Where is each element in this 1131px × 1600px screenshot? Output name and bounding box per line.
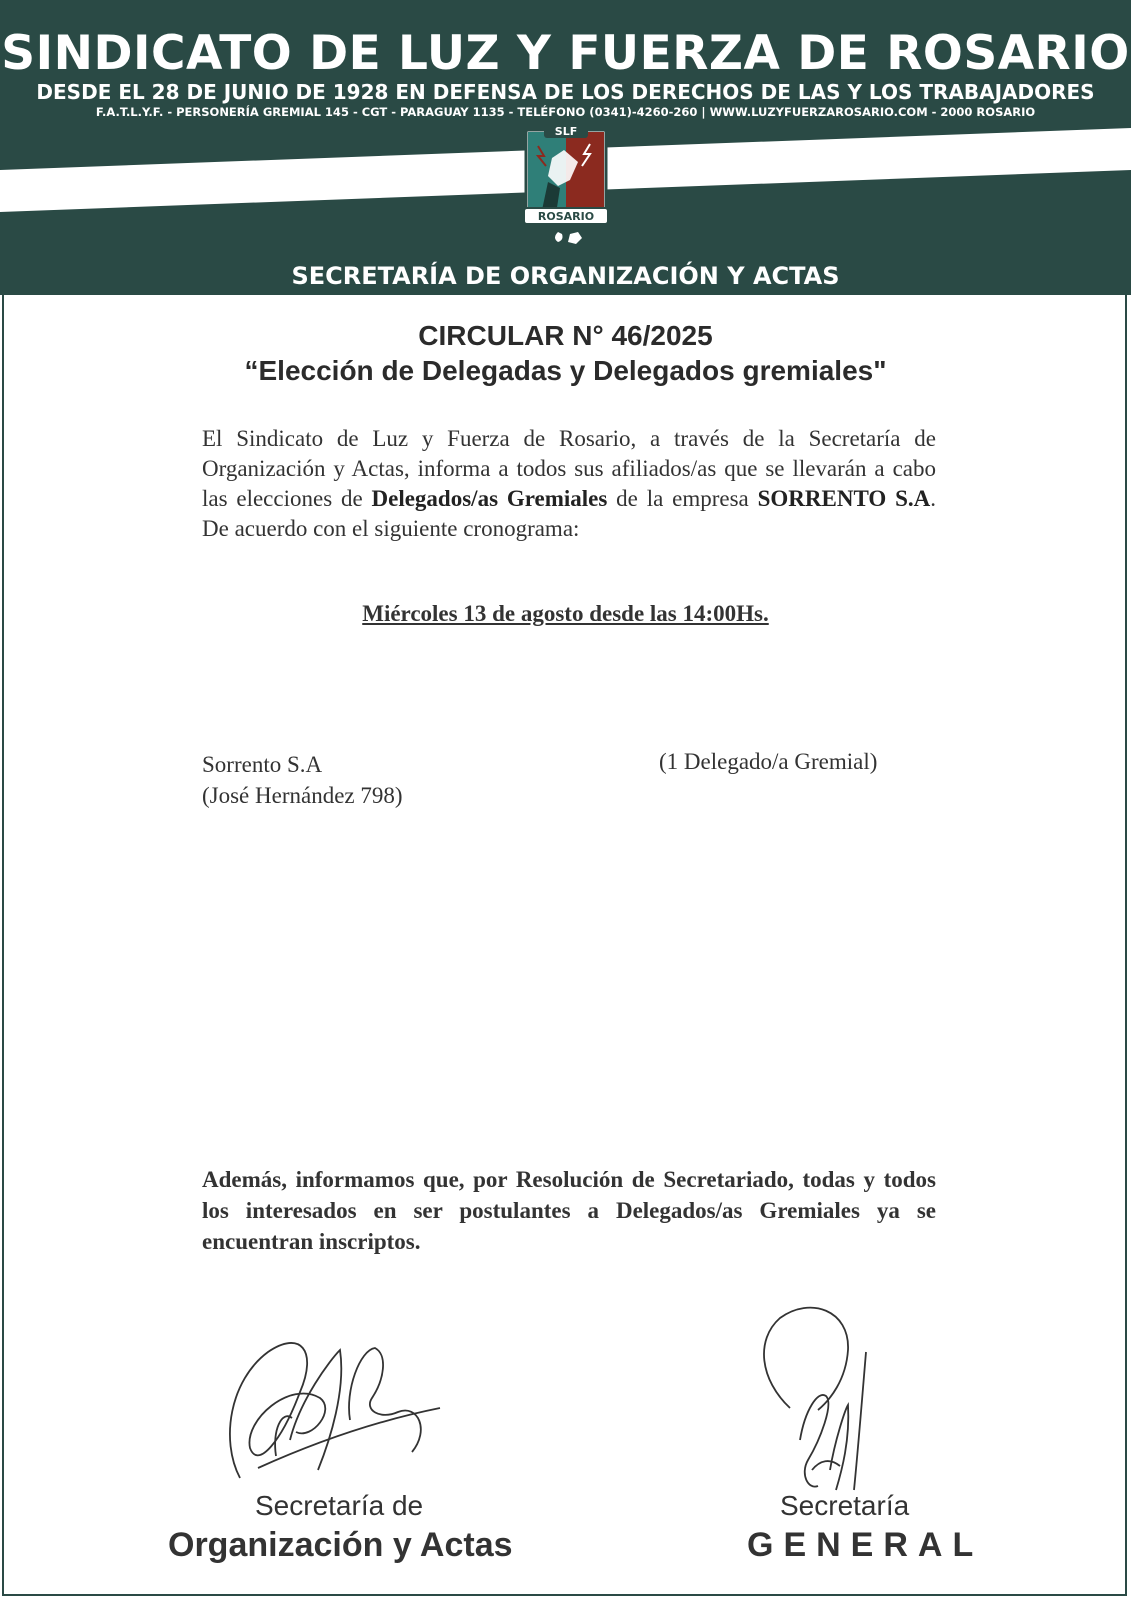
- signature-right: [764, 1308, 866, 1490]
- circular-title: “Elección de Delegadas y Delegados gremiales": [244, 355, 887, 386]
- intro-bold-company: SORRENTO S.A: [757, 486, 931, 511]
- signature-right-role: GENERAL: [747, 1526, 984, 1564]
- signature-right-title: Secretaría: [780, 1490, 910, 1521]
- union-motto: DESDE EL 28 DE JUNIO DE 1928 EN DEFENSA DE LOS DERECHOS DE LAS Y LOS TRABAJADORES: [36, 80, 1095, 104]
- signature-left-title: Secretaría de: [255, 1490, 424, 1521]
- election-schedule: Miércoles 13 de agosto desde las 14:00Hs.: [362, 601, 769, 626]
- signature-left: [230, 1343, 440, 1478]
- delegate-count: (1 Delegado/a Gremial): [659, 749, 878, 774]
- secretariat-title: SECRETARÍA DE ORGANIZACIÓN Y ACTAS: [291, 262, 840, 290]
- logo-text-bottom: ROSARIO: [537, 210, 595, 223]
- intro-text-3: . De acuerdo con el siguiente cronograma:: [202, 486, 936, 541]
- company-name: Sorrento S.A: [202, 752, 323, 777]
- union-name: SINDICATO DE LUZ Y FUERZA DE ROSARIO: [1, 26, 1130, 81]
- intro-text-2: de la empresa: [607, 486, 758, 511]
- company-address: (José Hernández 798): [202, 783, 403, 808]
- closing-paragraph: Además, informamos que, por Resolución de Secretariado, todas y todos los interesados en ser postulantes a Delegados/as Gremiales ya se encuentran inscriptos.: [202, 1167, 936, 1254]
- logo-text-top: SLF: [554, 125, 578, 138]
- union-contact-info: F.A.T.L.Y.F. - PERSONERÍA GREMIAL 145 - CGT - PARAGUAY 1135 - TELÉFONO (0341)-4260-260 | WWW.LUZYFUERZAROSARIO.COM - 2000 ROSARIO: [95, 105, 1036, 119]
- circular-number: CIRCULAR N° 46/2025: [418, 320, 713, 351]
- signature-left-role: Organización y Actas: [168, 1526, 513, 1564]
- intro-bold-delegates: Delegados/as Gremiales: [371, 486, 608, 511]
- intro-text-1: El Sindicato de Luz y Fuerza de Rosario, a través de la Secretaría de Organización y Actas, informa a todos sus afiliados/as que se llevarán a cabo las elecciones de: [202, 426, 936, 511]
